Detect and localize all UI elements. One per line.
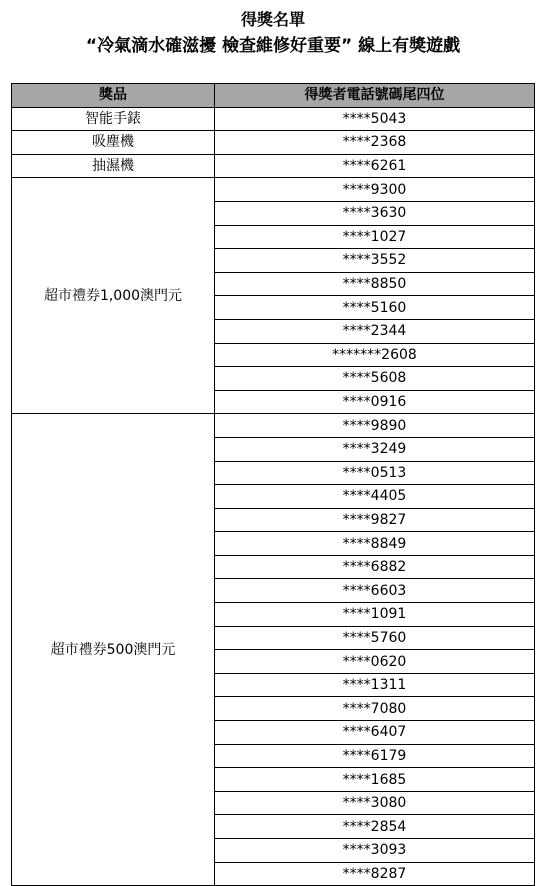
header-phone-last-four: 得獎者電話號碼尾四位 (215, 84, 535, 108)
phone-last-four-cell: ****5043 (215, 107, 535, 131)
phone-last-four-cell: ****9300 (215, 178, 535, 202)
phone-last-four-cell: ****8287 (215, 862, 535, 886)
phone-last-four-cell: ****3630 (215, 201, 535, 225)
phone-last-four-cell: *******2608 (215, 343, 535, 367)
phone-last-four-cell: ****6603 (215, 579, 535, 603)
phone-last-four-cell: ****3552 (215, 249, 535, 273)
table-header-row (12, 84, 535, 108)
prize-cell: 抽濕機 (12, 154, 215, 178)
phone-last-four-cell: ****8849 (215, 532, 535, 556)
header-prize: 獎品 (12, 84, 215, 108)
prize-cell: 超市禮券500澳門元 (12, 414, 215, 886)
phone-last-four-cell: ****8850 (215, 272, 535, 296)
table-body (12, 107, 535, 886)
phone-last-four-cell: ****0513 (215, 461, 535, 485)
phone-last-four-cell: ****9890 (215, 414, 535, 438)
table-row (12, 414, 535, 438)
table-row (12, 131, 535, 155)
document-subtitle: “冷氣滴水確滋擾 檢查維修好重要” 線上有獎遊戲 (85, 36, 461, 56)
phone-last-four-cell: ****3080 (215, 791, 535, 815)
phone-last-four-cell: ****5760 (215, 626, 535, 650)
document-title: 得獎名單 (240, 10, 305, 29)
table-row (12, 154, 535, 178)
prize-cell: 吸塵機 (12, 131, 215, 155)
phone-last-four-cell: ****2368 (215, 131, 535, 155)
phone-last-four-cell: ****5160 (215, 296, 535, 320)
phone-last-four-cell: ****9827 (215, 508, 535, 532)
winners-table (11, 83, 535, 886)
prize-cell: 超市禮券1,000澳門元 (12, 178, 215, 414)
phone-last-four-cell: ****0620 (215, 650, 535, 674)
phone-last-four-cell: ****7080 (215, 697, 535, 721)
phone-last-four-cell: ****5608 (215, 367, 535, 391)
phone-last-four-cell: ****1311 (215, 673, 535, 697)
phone-last-four-cell: ****2854 (215, 815, 535, 839)
phone-last-four-cell: ****6407 (215, 721, 535, 745)
phone-last-four-cell: ****2344 (215, 319, 535, 343)
phone-last-four-cell: ****3093 (215, 839, 535, 863)
phone-last-four-cell: ****1685 (215, 768, 535, 792)
table-row (12, 107, 535, 131)
phone-last-four-cell: ****6882 (215, 555, 535, 579)
table-row (12, 178, 535, 202)
prize-cell: 智能手錶 (12, 107, 215, 131)
phone-last-four-cell: ****6179 (215, 744, 535, 768)
phone-last-four-cell: ****0916 (215, 390, 535, 414)
phone-last-four-cell: ****3249 (215, 437, 535, 461)
phone-last-four-cell: ****1091 (215, 603, 535, 627)
phone-last-four-cell: ****6261 (215, 154, 535, 178)
phone-last-four-cell: ****1027 (215, 225, 535, 249)
phone-last-four-cell: ****4405 (215, 485, 535, 509)
